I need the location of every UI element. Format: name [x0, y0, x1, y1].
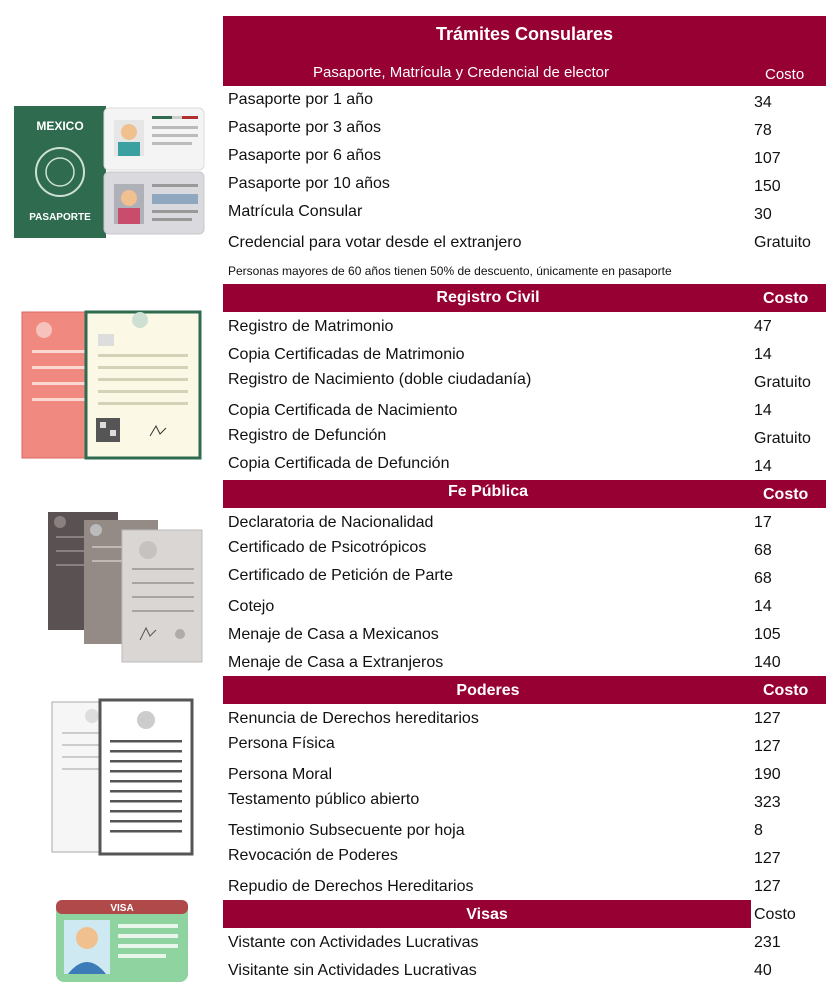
list-item-cost: 34 [754, 94, 772, 111]
consular-title: Trámites Consulares [435, 24, 614, 44]
seal-icon [132, 312, 148, 328]
poderes-title: Poderes [456, 682, 520, 699]
list-item: Testamento público abierto [228, 791, 420, 808]
list-item: Certificado de Psicotrópicos [228, 539, 427, 556]
list-item-cost: 105 [754, 626, 781, 643]
list-item: Renuncia de Derechos hereditarios [228, 710, 479, 727]
list-item-cost: 47 [754, 318, 772, 335]
seal-icon [137, 711, 155, 729]
list-item: Pasaporte por 1 año [228, 91, 373, 108]
avatar-icon [121, 124, 137, 140]
list-item-cost: 127 [754, 738, 781, 755]
list-item: Persona Física [228, 735, 335, 752]
list-item-cost: 17 [754, 514, 772, 531]
seal-icon [139, 541, 157, 559]
consular-header [223, 16, 826, 86]
list-item-cost: Gratuito [754, 374, 811, 391]
list-item: Testimonio Subsecuente por hoja [228, 822, 465, 839]
list-item-cost: 140 [754, 654, 781, 671]
list-item: Repudio de Derechos Hereditarios [228, 878, 474, 895]
avatar-icon [121, 190, 137, 206]
list-item-cost: 150 [754, 178, 781, 195]
visas-header [223, 900, 751, 928]
stamp-icon [175, 629, 185, 639]
fe-cost-label: Costo [763, 486, 809, 503]
list-item-cost: 14 [754, 458, 772, 475]
passport-illustration [12, 102, 208, 242]
civil-cost-label: Costo [763, 290, 809, 307]
list-item: Visitante sin Actividades Lucrativas [228, 962, 477, 979]
civil-title: Registro Civil [436, 289, 540, 306]
list-item-cost: 323 [754, 794, 781, 811]
list-item-cost: 78 [754, 122, 772, 139]
list-item: Vistante con Actividades Lucrativas [228, 934, 479, 951]
list-item-cost: 190 [754, 766, 781, 783]
consular-cost-label: Costo [765, 66, 805, 83]
list-item-cost: 127 [754, 850, 781, 867]
list-item-cost: 127 [754, 710, 781, 727]
civil-header [223, 284, 826, 312]
seal-icon [36, 322, 52, 338]
list-item-cost: 14 [754, 598, 772, 615]
consular-subtitle: Pasaporte, Matrícula y Credencial de elector [313, 64, 609, 81]
passport-word: PASAPORTE [29, 212, 91, 223]
fe-header [223, 480, 826, 508]
list-item-cost: Gratuito [754, 430, 811, 447]
list-item-cost: 68 [754, 542, 772, 559]
list-item-cost: 14 [754, 402, 772, 419]
list-item: Registro de Nacimiento (doble ciudadanía) [228, 371, 532, 388]
list-item: Menaje de Casa a Mexicanos [228, 626, 439, 643]
fe-title: Fe Pública [447, 483, 529, 500]
list-item-cost: 30 [754, 206, 772, 223]
visa-illustration [54, 898, 190, 984]
visas-cost-label: Costo [754, 906, 796, 923]
list-item-cost: 231 [754, 934, 781, 951]
list-item-cost: Gratuito [754, 234, 811, 251]
poderes-header [223, 676, 826, 704]
list-item: Pasaporte por 10 años [228, 175, 390, 192]
list-item: Copia Certificadas de Matrimonio [228, 346, 465, 363]
list-item: Matrícula Consular [228, 203, 363, 220]
poderes-illustration [50, 698, 194, 856]
list-item: Certificado de Petición de Parte [228, 567, 454, 584]
visa-word: VISA [110, 903, 134, 914]
list-item: Registro de Matrimonio [228, 318, 394, 335]
list-item: Declaratoria de Nacionalidad [228, 514, 434, 531]
certificates-illustration [20, 310, 202, 462]
list-item: Revocación de Poderes [228, 847, 398, 864]
list-item: Credencial para votar desde el extranjero [228, 234, 522, 251]
list-item: Pasaporte por 3 años [228, 119, 381, 136]
list-item: Persona Moral [228, 766, 333, 783]
avatar-icon [76, 927, 98, 949]
list-item-cost: 14 [754, 346, 772, 363]
list-item: Copia Certificada de Nacimiento [228, 402, 458, 419]
list-item-cost: 8 [754, 822, 763, 839]
poderes-cost-label: Costo [763, 682, 809, 699]
qr-code-icon [96, 418, 120, 442]
list-item: Cotejo [228, 598, 275, 615]
list-item-cost: 68 [754, 570, 772, 587]
list-item-cost: 107 [754, 150, 781, 167]
visas-title: Visas [466, 906, 508, 923]
list-item: Copia Certificada de Defunción [228, 455, 450, 472]
documents-illustration [44, 506, 204, 666]
list-item: Registro de Defunción [228, 427, 387, 444]
list-item: Pasaporte por 6 años [228, 147, 381, 164]
list-item-cost: 127 [754, 878, 781, 895]
discount-note: Personas mayores de 60 años tienen 50% de descuento, únicamente en pasaporte [228, 264, 672, 278]
passport-country: MEXICO [36, 119, 84, 133]
list-item: Menaje de Casa a Extranjeros [228, 654, 444, 671]
list-item-cost: 40 [754, 962, 772, 979]
